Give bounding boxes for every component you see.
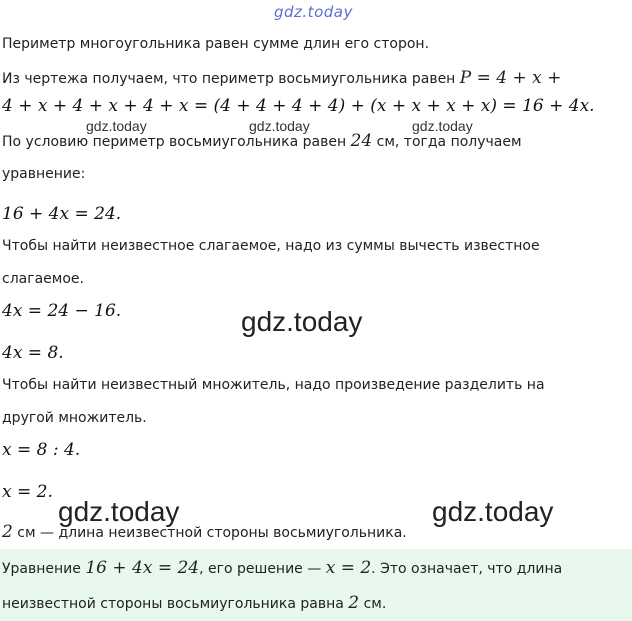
- perimeter-formula: 4 + x + 4 + x + 4 + x = (4 + 4 + 4 + 4) + (x + x + x + x) = 16 + 4x.: [2, 96, 595, 116]
- answer-line-1: [2, 558, 562, 578]
- watermark-small-2: gdz.today: [249, 118, 310, 134]
- answer-text-2: , его решение —: [199, 561, 326, 577]
- answer-equation: 16 + 4x = 24: [85, 558, 200, 578]
- perimeter-formula-start: P = 4 + x +: [459, 68, 562, 88]
- equation-4: x = 8 : 4.: [2, 440, 81, 460]
- answer-text-3: . Это означает, что длина: [371, 561, 563, 577]
- text-line-9: другой множитель.: [2, 410, 147, 426]
- perimeter-value: 24: [350, 131, 373, 151]
- equation-5: x = 2.: [2, 482, 53, 502]
- text-line-4-a: По условию периметр восьмиугольника равен: [2, 134, 351, 150]
- answer-length: 2: [348, 593, 360, 613]
- answer-text-5: см.: [359, 596, 387, 612]
- text-line-2: [2, 68, 561, 88]
- answer-text-1: Уравнение: [2, 561, 86, 577]
- answer-line-2: [2, 593, 386, 613]
- text-line-10-text: см — длина неизвестной стороны восьмиугольника.: [12, 525, 407, 541]
- watermark-small-3: gdz.today: [412, 118, 473, 134]
- watermark-big-3: gdz.today: [432, 496, 554, 527]
- text-line-4: [2, 131, 522, 151]
- equation-1: 16 + 4x = 24.: [2, 204, 122, 224]
- side-length-value: 2: [2, 522, 13, 542]
- answer-text-4: неизвестной стороны восьмиугольника равна: [2, 596, 349, 612]
- text-line-1: Периметр многоугольника равен сумме длин его сторон.: [2, 36, 430, 52]
- text-line-4-b: см, тогда получаем: [372, 134, 522, 150]
- site-logo[interactable]: gdz.today: [274, 3, 353, 21]
- equation-2: 4x = 24 − 16.: [2, 301, 122, 321]
- equation-3: 4x = 8.: [2, 343, 64, 363]
- text-line-8: Чтобы найти неизвестный множитель, надо произведение разделить на: [2, 377, 545, 393]
- text-line-10: [2, 522, 407, 542]
- watermark-big-2: gdz.today: [58, 496, 180, 527]
- watermark-big-1: gdz.today: [241, 306, 363, 337]
- text-line-2-text: Из чертежа получаем, что периметр восьмиугольника равен: [2, 71, 460, 87]
- answer-box: [0, 549, 632, 621]
- text-line-6: Чтобы найти неизвестное слагаемое, надо из суммы вычесть известное: [2, 238, 540, 254]
- watermark-small-1: gdz.today: [86, 118, 147, 134]
- answer-solution: x = 2: [325, 558, 372, 578]
- text-line-5: уравнение:: [2, 166, 86, 182]
- text-line-7: слагаемое.: [2, 271, 84, 287]
